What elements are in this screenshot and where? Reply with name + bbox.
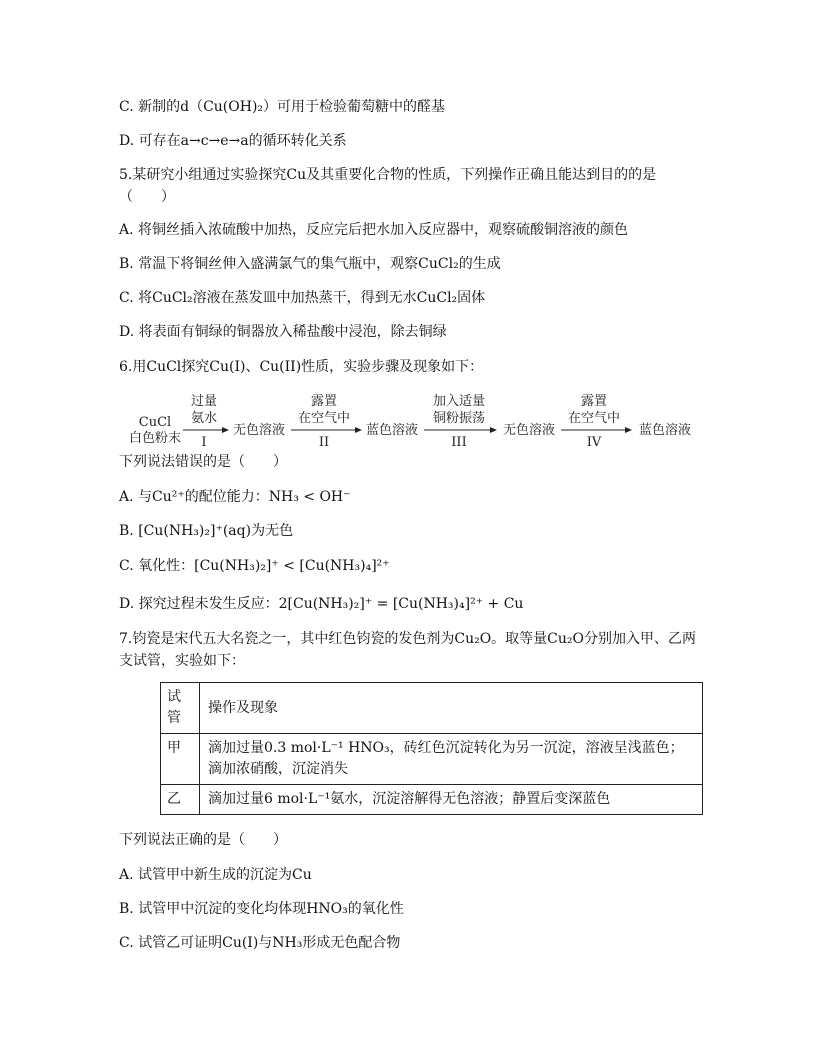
flow-arrowhead-1 — [222, 427, 229, 433]
table-header-tube: 试管 — [161, 683, 200, 734]
q6-option-d: D. 探究过程未发生反应：2[Cu(NH₃)₂]⁺ = [Cu(NH₃)₄]²⁺ + Cu — [119, 596, 524, 612]
flow-step1-top1: 过量 — [190, 394, 218, 409]
q7-option-a: A. 试管甲中新生成的沉淀为Cu — [119, 867, 312, 883]
table-cell-tube-jia: 甲 — [161, 734, 200, 785]
q7-question: 下列说法正确的是（ ） — [119, 832, 287, 848]
flow-step4-top2: 在空气中 — [567, 411, 621, 426]
flow-start-line1: CuCl — [138, 415, 172, 430]
table-cell-operation-jia: 滴加过量0.3 mol·L⁻¹ HNO₃，砖红色沉淀转化为另一沉淀，溶液呈浅蓝色；滴加浓硝酸，沉淀消失 — [200, 734, 703, 785]
flow-step2-top1: 露置 — [310, 394, 338, 409]
q5-stem: 5.某研究小组通过实验探究Cu及其重要化合物的性质，下列操作正确且能达到目的的是（ ） — [119, 167, 657, 205]
q5-option-c: C. 将CuCl₂溶液在蒸发皿中加热蒸干，得到无水CuCl₂固体 — [119, 290, 486, 306]
flow-result-2: 蓝色溶液 — [365, 423, 419, 438]
flow-arrowhead-2 — [355, 427, 362, 433]
table-row — [161, 683, 703, 734]
q6-option-a: A. 与Cu²⁺的配位能力：NH₃ < OH⁻ — [119, 489, 351, 505]
q6-option-c: C. 氧化性：[Cu(NH₃)₂]⁺ < [Cu(NH₃)₄]²⁺ — [119, 558, 390, 574]
flow-step3-top2: 铜粉振荡 — [432, 411, 486, 426]
table-row — [161, 734, 703, 785]
flow-step4-label: IV — [586, 435, 602, 448]
q6-stem: 6.用CuCl探究Cu(I)、Cu(II)性质，实验步骤及现象如下： — [119, 359, 484, 375]
q6-option-b: B. [Cu(NH₃)₂]⁺(aq)为无色 — [119, 523, 294, 539]
flow-arrowhead-3 — [490, 427, 497, 433]
table-row — [161, 785, 703, 815]
q5-option-d: D. 将表面有铜绿的铜器放入稀盐酸中浸泡，除去铜绿 — [119, 324, 447, 340]
table-cell-tube-yi: 乙 — [161, 785, 200, 815]
flow-result-1: 无色溶液 — [232, 423, 286, 438]
q5-option-a: A. 将铜丝插入浓硫酸中加热，反应完后把水加入反应器中，观察硫酸铜溶液的颜色 — [119, 222, 629, 238]
q6-question: 下列说法错误的是（ ） — [119, 454, 287, 470]
flow-step3-top1: 加入适量 — [432, 394, 486, 409]
flow-arrowhead-4 — [625, 427, 632, 433]
q4-option-c: C. 新制的d（Cu(OH)₂）可用于检验葡萄糖中的醛基 — [119, 99, 446, 115]
flow-step2-top2: 在空气中 — [297, 411, 351, 426]
flow-result-4: 蓝色溶液 — [638, 423, 692, 438]
flow-step4-top1: 露置 — [580, 394, 608, 409]
q7-table — [160, 682, 703, 815]
flow-step1-top2: 氨水 — [190, 411, 218, 426]
flow-step2-label: II — [318, 435, 330, 448]
flow-start-line2: 白色粉末 — [128, 431, 182, 446]
flow-step1-label: I — [201, 435, 207, 448]
q5-option-b: B. 常温下将铜丝伸入盛满氯气的集气瓶中，观察CuCl₂的生成 — [119, 256, 501, 272]
q4-option-d: D. 可存在a→c→e→a的循环转化关系 — [119, 133, 347, 149]
q7-option-c: C. 试管乙可证明Cu(I)与NH₃形成无色配合物 — [119, 935, 401, 951]
flow-result-3: 无色溶液 — [502, 423, 556, 438]
q7-stem: 7.钧瓷是宋代五大名瓷之一，其中红色钧瓷的发色剂为Cu₂O。取等量Cu₂O分别加入甲、乙两支试管，实验如下： — [119, 631, 696, 669]
q6-flow-diagram — [119, 392, 699, 448]
table-cell-operation-yi: 滴加过量6 mol·L⁻¹氨水，沉淀溶解得无色溶液；静置后变深蓝色 — [200, 785, 703, 815]
flow-step3-label: III — [451, 435, 467, 448]
q7-option-b: B. 试管甲中沉淀的变化均体现HNO₃的氧化性 — [119, 901, 404, 917]
table-header-operation: 操作及现象 — [200, 683, 703, 734]
